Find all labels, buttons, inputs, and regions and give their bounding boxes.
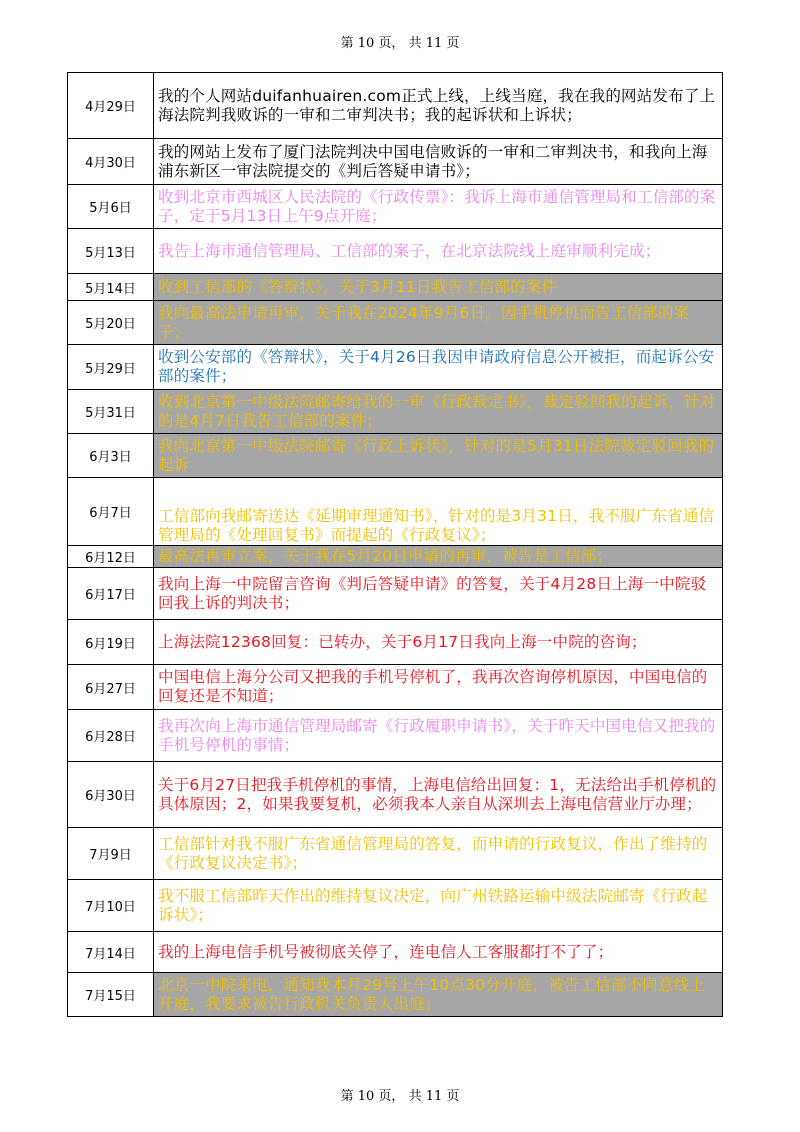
event-text: 收到工信部的《答辩状》，关于3月11日我告工信部的案件 (154, 274, 723, 301)
event-log-table (67, 72, 723, 1017)
event-date: 6月19日 (68, 620, 154, 665)
table-row (68, 139, 723, 185)
event-date: 6月27日 (68, 665, 154, 710)
table-row (68, 973, 723, 1017)
event-text: 我向最高法申请再审，关于我在2024年9月6日，因手机停机而告工信部的案子； (154, 301, 723, 345)
table-row (68, 710, 723, 762)
event-text: 收到北京第一中级法院邮寄给我的一审《行政裁定书》，裁定驳回我的起诉，针对的是4月7日我告工信部的案件； (154, 390, 723, 434)
table-row (68, 880, 723, 932)
event-text: 工信部向我邮寄送达《延期审理通知书》，针对的是3月31日，我不服广东省通信管理局的《处理回复书》而提起的《行政复议》； (154, 478, 723, 546)
table-row (68, 301, 723, 345)
event-date: 6月12日 (68, 546, 154, 568)
event-date: 5月20日 (68, 301, 154, 345)
event-text: 中国电信上海分公司又把我的手机号停机了，我再次咨询停机原因，中国电信的回复还是不知道； (154, 665, 723, 710)
event-date: 6月7日 (68, 478, 154, 546)
table-row (68, 390, 723, 434)
event-date: 7月15日 (68, 973, 154, 1017)
event-text: 上海法院12368回复：已转办，关于6月17日我向上海一中院的咨询； (154, 620, 723, 665)
table-row (68, 229, 723, 274)
table-row (68, 345, 723, 390)
event-date: 5月31日 (68, 390, 154, 434)
event-text: 我的个人网站duifanhuairen.com正式上线，上线当庭，我在我的网站发布了上海法院判我败诉的一审和二审判决书；我的起诉状和上诉状； (154, 73, 723, 139)
event-date: 7月10日 (68, 880, 154, 932)
event-log-body (68, 73, 723, 1017)
event-text: 我向上海一中院留言咨询《判后答疑申请》的答复，关于4月28日上海一中院驳回我上诉的判决书； (154, 568, 723, 620)
event-text: 我的网站上发布了厦门法院判决中国电信败诉的一审和二审判决书，和我向上海浦东新区一审法院提交的《判后答疑申请书》； (154, 139, 723, 185)
table-row (68, 665, 723, 710)
table-row (68, 274, 723, 301)
table-row (68, 762, 723, 828)
event-text: 收到公安部的《答辩状》，关于4月26日我因申请政府信息公开被拒，而起诉公安部的案件； (154, 345, 723, 390)
table-row (68, 73, 723, 139)
table-row (68, 932, 723, 973)
table-row (68, 546, 723, 568)
event-date: 5月13日 (68, 229, 154, 274)
event-date: 4月30日 (68, 139, 154, 185)
page-header: 第 10 页， 共 11 页 (340, 36, 460, 51)
event-text: 我不服工信部昨天作出的维持复议决定，向广州铁路运输中级法院邮寄《行政起诉状》； (154, 880, 723, 932)
event-text: 我向北京第一中级法院邮寄《行政上诉状》，针对的是5月31日法院裁定驳回我的起诉 (154, 434, 723, 478)
event-text: 北京一中院来电，通知我本月29号上午10点30分开庭，被告工信部不同意线上开庭，我要求被告行政机关负责人出庭； (154, 973, 723, 1017)
event-text: 我再次向上海市通信管理局邮寄《行政履职申请书》，关于昨天中国电信又把我的手机号停机的事情； (154, 710, 723, 762)
event-date: 5月6日 (68, 185, 154, 229)
event-text: 我告上海市通信管理局、工信部的案子，在北京法院线上庭审顺利完成； (154, 229, 723, 274)
event-date: 6月28日 (68, 710, 154, 762)
event-date: 4月29日 (68, 73, 154, 139)
event-date: 7月9日 (68, 828, 154, 880)
event-date: 5月29日 (68, 345, 154, 390)
event-date: 6月30日 (68, 762, 154, 828)
event-date: 5月14日 (68, 274, 154, 301)
table-row (68, 620, 723, 665)
table-row (68, 478, 723, 546)
page-footer: 第 10 页， 共 11 页 (340, 1089, 460, 1104)
event-text: 关于6月27日把我手机停机的事情，上海电信给出回复：1，无法给出手机停机的具体原因；2，如果我要复机，必须我本人亲自从深圳去上海电信营业厅办理； (154, 762, 723, 828)
event-text: 我的上海电信手机号被彻底关停了，连电信人工客服都打不了了； (154, 932, 723, 973)
event-date: 7月14日 (68, 932, 154, 973)
event-date: 6月17日 (68, 568, 154, 620)
table-row (68, 568, 723, 620)
table-row (68, 185, 723, 229)
table-row (68, 828, 723, 880)
event-date: 6月3日 (68, 434, 154, 478)
event-text: 收到北京市西城区人民法院的《行政传票》：我诉上海市通信管理局和工信部的案子，定于5月13日上午9点开庭； (154, 185, 723, 229)
table-row (68, 434, 723, 478)
event-text: 工信部针对我不服广东省通信管理局的答复，而申请的行政复议，作出了维持的《行政复议决定书》； (154, 828, 723, 880)
event-text: 最高法再审立案，关于我在5月20日申请的再审，被告是工信部； (154, 546, 723, 568)
